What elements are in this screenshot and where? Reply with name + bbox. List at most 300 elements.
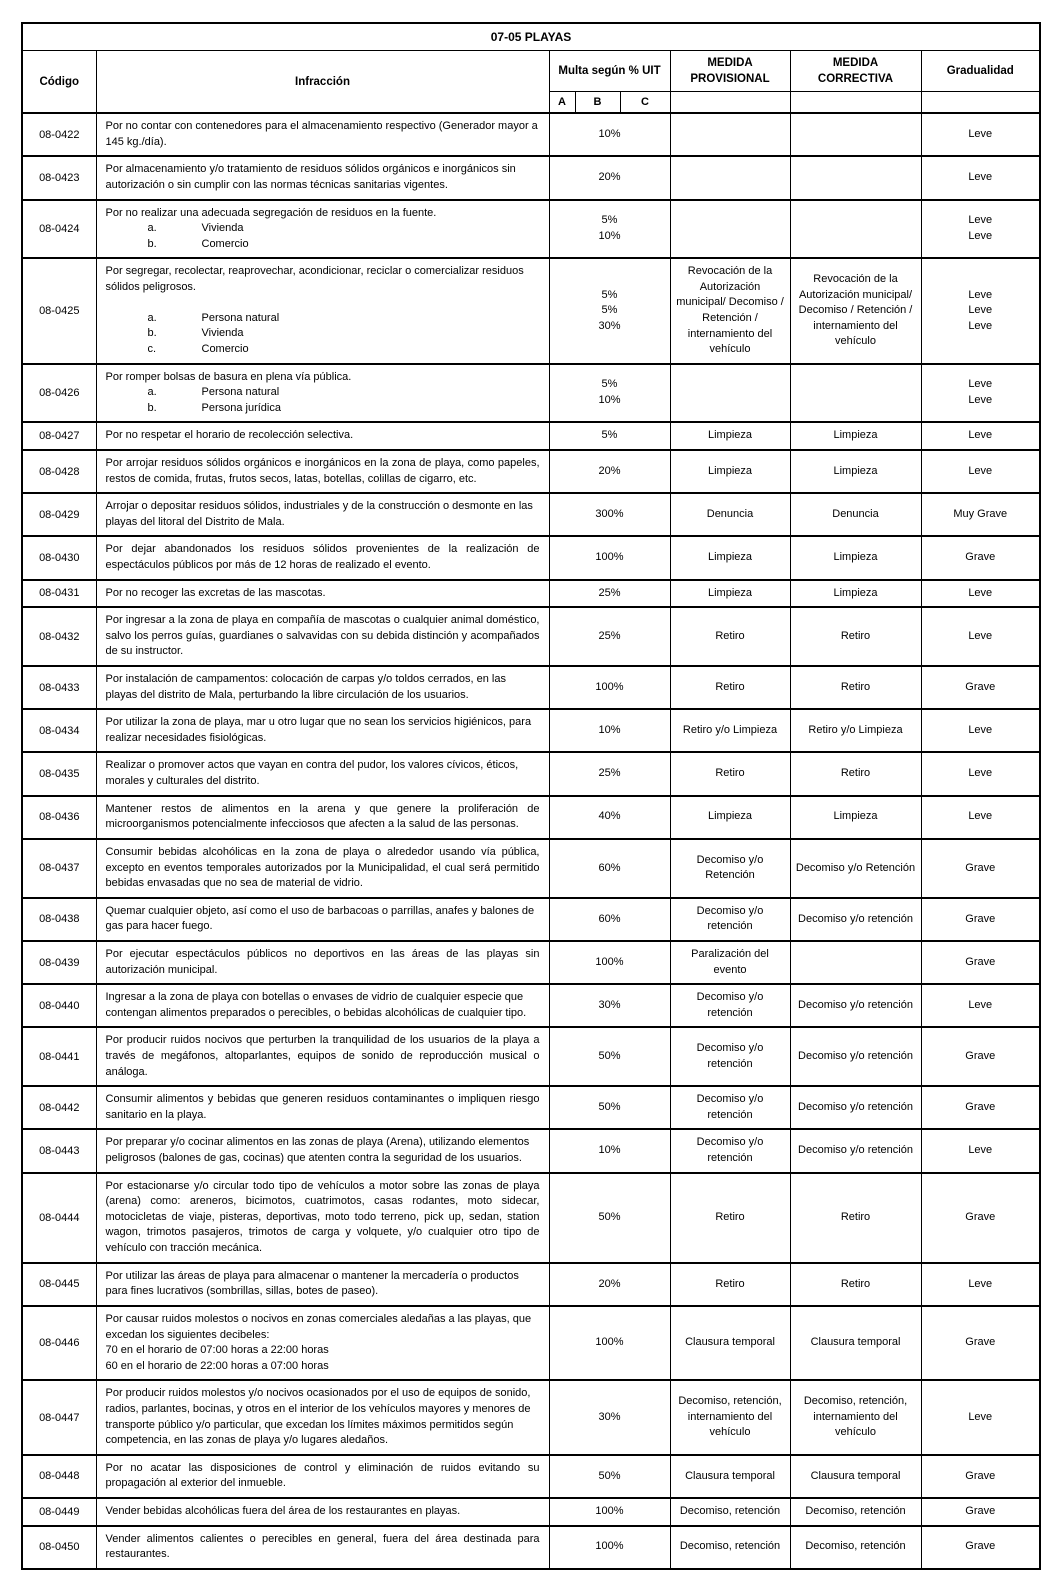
infraction-text: Por no contar con contenedores para el almacenamiento respectivo (Generador mayor a 145 kg./día). [105, 120, 538, 148]
row-medida-correctiva-cell: Revocación de la Autorización municipal/ Decomiso / Retención / internamiento del vehículo [790, 258, 921, 363]
row-multa-cell [549, 1498, 670, 1526]
row-multa-cell [549, 607, 670, 666]
col-header-medida-provisional: MEDIDA PROVISIONAL [670, 51, 790, 92]
multa-value: 100% [595, 551, 624, 564]
row-medida-provisional-cell: Retiro [670, 752, 790, 795]
row-gradualidad-cell [921, 1027, 1040, 1086]
infraction-extra-line: 70 en el horario de 07:00 horas a 22:00 horas [105, 1344, 329, 1357]
row-code-cell: 08-0433 [22, 666, 96, 709]
row-medida-correctiva-cell: Decomiso, retención [790, 1526, 921, 1569]
multa-value: 50% [598, 1210, 621, 1223]
row-code-cell: 08-0423 [22, 156, 96, 199]
infraction-text: Arrojar o depositar residuos sólidos, industriales y de la construcción o desmonte en las playas del litoral del Distrito de Mala. [105, 500, 533, 528]
row-gradualidad-cell [921, 493, 1040, 536]
gradualidad-value: Leve [968, 304, 993, 317]
multa-value: 5% [601, 304, 618, 317]
list-item-letter: b. [147, 327, 157, 340]
infraction-text: Por no acatar las disposiciones de control y eliminación de ruidos evitando su propagación al exterior del inmueble. [105, 1461, 540, 1490]
multa-value: 100% [595, 955, 624, 968]
row-infraction-cell [96, 1129, 549, 1172]
multa-value: 25% [598, 586, 621, 599]
infraction-list-item [106, 401, 540, 417]
row-medida-correctiva-cell: Decomiso y/o retención [790, 1086, 921, 1129]
gradualidad-value: Grave [965, 1540, 996, 1553]
row-multa-cell [549, 113, 670, 156]
gradualidad-value: Grave [965, 1505, 996, 1518]
infraction-text: Por ingresar a la zona de playa en compañía de mascotas o cualquier animal doméstico, salvo los perros guías, guardianes o salvavidas con su debida distinción y acompañados de su instructor. [105, 614, 540, 658]
row-medida-provisional-cell: Decomiso, retención, internamiento del vehículo [670, 1380, 790, 1454]
row-gradualidad-cell [921, 1263, 1040, 1306]
row-multa-cell [549, 1027, 670, 1086]
row-infraction-cell [96, 258, 549, 363]
row-infraction-cell [96, 898, 549, 941]
row-multa-cell [549, 898, 670, 941]
multa-value: 50% [598, 1101, 621, 1114]
row-medida-correctiva-cell: Retiro [790, 752, 921, 795]
infraction-text: Por romper bolsas de basura en plena vía pública. [105, 370, 352, 383]
multa-value: 30% [598, 319, 621, 332]
gradualidad-value: Leve [968, 586, 993, 599]
infraction-text: Por utilizar las áreas de playa para almacenar o mantener la mercadería o productos para fines lucrativos (sombrillas, sillas, botes de paseo). [105, 1269, 519, 1298]
row-medida-provisional-cell: Decomiso y/o retención [670, 898, 790, 941]
infraction-list-item [106, 385, 540, 401]
row-infraction-cell [96, 536, 549, 579]
row-gradualidad-cell [921, 1455, 1040, 1498]
row-infraction-cell [96, 1173, 549, 1263]
row-code-cell: 08-0430 [22, 536, 96, 579]
gradualidad-value: Muy Grave [953, 507, 1008, 520]
row-infraction-cell [96, 200, 549, 259]
infraction-text: Por no respetar el horario de recolección selectiva. [105, 429, 354, 442]
multa-value: 10% [598, 230, 621, 243]
table-row [22, 1306, 1040, 1380]
row-infraction-cell [96, 1380, 549, 1454]
row-code-cell: 08-0427 [22, 422, 96, 450]
infraction-text: Consumir alimentos y bebidas que generen residuos contaminantes o impliquen riesgo sanitario en la playa. [105, 1093, 540, 1121]
row-gradualidad-cell [921, 941, 1040, 984]
table-row [22, 156, 1040, 199]
row-medida-provisional-cell [670, 200, 790, 259]
multa-value: 60% [598, 861, 621, 874]
infraction-text: Por almacenamiento y/o tratamiento de residuos sólidos orgánicos e inorgánicos sin autorización o sin cumplir con las normas técnicas sanitarias vigentes. [105, 163, 516, 192]
gradualidad-value: Leve [968, 998, 993, 1011]
row-gradualidad-cell [921, 364, 1040, 423]
row-multa-cell [549, 1455, 670, 1498]
row-multa-cell [549, 1173, 670, 1263]
row-medida-provisional-cell: Decomiso, retención [670, 1498, 790, 1526]
gradualidad-value: Grave [965, 1050, 996, 1062]
infraction-list-item [106, 237, 540, 253]
row-medida-correctiva-cell: Limpieza [790, 450, 921, 493]
row-code-cell: 08-0425 [22, 258, 96, 363]
list-item-label: Comercio [201, 237, 249, 250]
row-code-cell: 08-0450 [22, 1526, 96, 1569]
gradualidad-value: Leve [968, 810, 993, 823]
row-code-cell: 08-0447 [22, 1380, 96, 1454]
row-medida-correctiva-cell: Limpieza [790, 580, 921, 608]
subheader-empty-correctiva [790, 92, 921, 114]
table-row [22, 839, 1040, 898]
subcol-header-b: B [575, 92, 620, 114]
row-gradualidad-cell [921, 984, 1040, 1027]
infraction-text: Quemar cualquier objeto, así como el uso de barbacoas o parrillas, anafes y balones de gas para hacer fuego. [105, 904, 535, 933]
table-row [22, 898, 1040, 941]
row-gradualidad-cell [921, 898, 1040, 941]
row-medida-provisional-cell [670, 156, 790, 199]
row-medida-provisional-cell [670, 113, 790, 156]
row-medida-provisional-cell: Decomiso y/o retención [670, 1027, 790, 1086]
row-code-cell: 08-0435 [22, 752, 96, 795]
subheader-empty-gradualidad [921, 92, 1040, 114]
row-infraction-cell [96, 607, 549, 666]
row-medida-provisional-cell: Limpieza [670, 796, 790, 839]
gradualidad-value: Leve [968, 1277, 993, 1290]
row-code-cell: 08-0441 [22, 1027, 96, 1086]
multa-value: 10% [598, 724, 621, 737]
row-multa-cell [549, 984, 670, 1027]
table-row [22, 422, 1040, 450]
row-infraction-cell [96, 1498, 549, 1526]
infraction-text: Por causar ruidos molestos o nocivos en zonas comerciales aledañas a las playas, que excedan los siguientes decibeles: [105, 1312, 532, 1341]
row-infraction-cell [96, 113, 549, 156]
row-medida-correctiva-cell [790, 200, 921, 259]
row-medida-correctiva-cell: Clausura temporal [790, 1306, 921, 1380]
row-medida-correctiva-cell: Limpieza [790, 536, 921, 579]
multa-value: 5% [601, 429, 618, 442]
multa-value: 40% [598, 810, 621, 823]
table-row [22, 258, 1040, 363]
row-multa-cell [549, 422, 670, 450]
row-gradualidad-cell [921, 709, 1040, 752]
row-multa-cell [549, 1380, 670, 1454]
row-gradualidad-cell [921, 839, 1040, 898]
row-multa-cell [549, 536, 670, 579]
row-code-cell: 08-0432 [22, 607, 96, 666]
multa-value: 20% [598, 171, 621, 184]
infraction-text: Vender alimentos calientes o perecibles en general, fuera del área destinada para restaurantes. [105, 1532, 540, 1561]
table-row [22, 1263, 1040, 1306]
infraction-list-item [106, 221, 540, 237]
gradualidad-value: Grave [965, 912, 996, 925]
multa-value: 300% [595, 507, 624, 520]
row-infraction-cell [96, 941, 549, 984]
gradualidad-value: Grave [965, 1210, 996, 1223]
gradualidad-value: Leve [968, 288, 993, 301]
row-medida-correctiva-cell: Decomiso y/o retención [790, 984, 921, 1027]
row-medida-provisional-cell: Retiro [670, 1173, 790, 1263]
gradualidad-value: Grave [965, 1101, 996, 1114]
infraction-text: Mantener restos de alimentos en la arena y que genere la proliferación de microorganismos potencialmente infecciosos que afecten a la salud de las personas. [105, 802, 540, 831]
row-medida-provisional-cell: Denuncia [670, 493, 790, 536]
row-gradualidad-cell [921, 1086, 1040, 1129]
row-medida-provisional-cell: Limpieza [670, 536, 790, 579]
row-gradualidad-cell [921, 1380, 1040, 1454]
infraction-text: Ingresar a la zona de playa con botellas o envases de vidrio de cualquier especie que contengan alimentos preparados o perecibles, o bebidas alcohólicas de cualquier tipo. [105, 991, 527, 1019]
row-code-cell: 08-0443 [22, 1129, 96, 1172]
col-header-multa: Multa según % UIT [549, 51, 670, 92]
table-row [22, 1173, 1040, 1263]
table-row [22, 450, 1040, 493]
row-multa-cell [549, 839, 670, 898]
infraction-list-item [106, 311, 540, 327]
row-medida-correctiva-cell: Limpieza [790, 796, 921, 839]
row-infraction-cell [96, 984, 549, 1027]
row-medida-provisional-cell: Retiro [670, 607, 790, 666]
subheader-empty-provisional [670, 92, 790, 114]
infraction-extra-line: 60 en el horario de 22:00 horas a 07:00 horas [105, 1359, 329, 1372]
row-code-cell: 08-0448 [22, 1455, 96, 1498]
row-code-cell: 08-0440 [22, 984, 96, 1027]
row-gradualidad-cell [921, 1498, 1040, 1526]
gradualidad-value: Leve [968, 127, 993, 140]
row-gradualidad-cell [921, 752, 1040, 795]
row-multa-cell [549, 580, 670, 608]
infractions-table [21, 22, 1041, 1570]
row-medida-correctiva-cell: Decomiso y/o retención [790, 1129, 921, 1172]
gradualidad-value: Leve [968, 171, 993, 184]
row-medida-correctiva-cell: Decomiso y/o retención [790, 1027, 921, 1086]
row-infraction-cell [96, 1086, 549, 1129]
multa-value: 5% [601, 378, 618, 391]
row-infraction-cell [96, 156, 549, 199]
row-medida-provisional-cell: Retiro y/o Limpieza [670, 709, 790, 752]
table-row [22, 113, 1040, 156]
row-gradualidad-cell [921, 450, 1040, 493]
gradualidad-value: Grave [965, 680, 996, 693]
row-medida-provisional-cell: Decomiso y/o retención [670, 984, 790, 1027]
multa-value: 100% [595, 1540, 624, 1553]
row-infraction-cell [96, 1455, 549, 1498]
table-row [22, 364, 1040, 423]
row-code-cell: 08-0428 [22, 450, 96, 493]
table-row [22, 1129, 1040, 1172]
multa-value: 60% [598, 912, 621, 925]
gradualidad-value: Grave [965, 1336, 996, 1349]
list-item-letter: c. [147, 342, 157, 355]
table-row [22, 709, 1040, 752]
row-multa-cell [549, 450, 670, 493]
gradualidad-value: Grave [965, 1469, 996, 1482]
row-code-cell: 08-0442 [22, 1086, 96, 1129]
row-gradualidad-cell [921, 1129, 1040, 1172]
row-code-cell: 08-0424 [22, 200, 96, 259]
row-medida-provisional-cell: Clausura temporal [670, 1455, 790, 1498]
infraction-text: Por producir ruidos molestos y/o nocivos ocasionados por el uso de equipos de sonido, radios, parlantes, bocinas, y otros en el interior de los vehículos mayores y menores de transporte público y/o particular, que excedan los límites máximos permitidos según competencia, en las zonas de playa y/o lugares aledaños. [105, 1387, 531, 1447]
row-medida-correctiva-cell: Retiro [790, 666, 921, 709]
infraction-text: Por no realizar una adecuada segregación de residuos en la fuente. [105, 206, 437, 219]
row-medida-correctiva-cell: Clausura temporal [790, 1455, 921, 1498]
row-infraction-cell [96, 709, 549, 752]
infraction-text: Por no recoger las excretas de las mascotas. [105, 586, 326, 599]
infraction-text: Por preparar y/o cocinar alimentos en las zonas de playa (Arena), utilizando elementos peligrosos (balones de gas, cocinas) que atenten contra la seguridad de los usuarios. [105, 1136, 530, 1165]
row-code-cell: 08-0426 [22, 364, 96, 423]
row-multa-cell [549, 1086, 670, 1129]
row-multa-cell [549, 666, 670, 709]
gradualidad-value: Leve [968, 1144, 993, 1157]
row-gradualidad-cell [921, 536, 1040, 579]
table-row [22, 536, 1040, 579]
multa-value: 20% [598, 464, 621, 477]
row-medida-provisional-cell: Limpieza [670, 422, 790, 450]
row-medida-provisional-cell: Decomiso y/o Retención [670, 839, 790, 898]
row-multa-cell [549, 1129, 670, 1172]
row-infraction-cell [96, 422, 549, 450]
gradualidad-value: Leve [968, 393, 993, 406]
table-row [22, 941, 1040, 984]
table-header-row [22, 51, 1040, 92]
row-gradualidad-cell [921, 607, 1040, 666]
row-infraction-cell [96, 364, 549, 423]
row-code-cell: 08-0422 [22, 113, 96, 156]
infraction-text: Consumir bebidas alcohólicas en la zona de playa o alrededor usando vía pública, excepto en eventos temporales autorizados por la Municipalidad, el cual será permitido bebidas envasadas que no sea de material de vidrio. [105, 845, 540, 890]
row-multa-cell [549, 493, 670, 536]
infraction-text: Vender bebidas alcohólicas fuera del área de los restaurantes en playas. [105, 1505, 461, 1518]
row-infraction-cell [96, 493, 549, 536]
multa-value: 50% [598, 1050, 621, 1062]
row-multa-cell [549, 796, 670, 839]
row-infraction-cell [96, 839, 549, 898]
multa-value: 10% [598, 127, 621, 140]
table-row [22, 607, 1040, 666]
gradualidad-value: Grave [965, 551, 996, 564]
infraction-list-item [106, 326, 540, 342]
multa-value: 100% [595, 680, 624, 693]
table-row [22, 984, 1040, 1027]
table-row [22, 580, 1040, 608]
infraction-list-item [106, 342, 540, 358]
multa-value: 30% [598, 998, 621, 1011]
list-item-letter: a. [147, 386, 157, 399]
gradualidad-value: Leve [968, 1410, 993, 1423]
row-medida-provisional-cell: Limpieza [670, 580, 790, 608]
row-medida-correctiva-cell: Decomiso, retención, internamiento del vehículo [790, 1380, 921, 1454]
row-multa-cell [549, 709, 670, 752]
list-item-label: Vivienda [201, 327, 244, 340]
list-item-label: Persona natural [201, 386, 280, 399]
infraction-text: Por ejecutar espectáculos públicos no deportivos en las áreas de las playas sin autorización municipal. [105, 947, 540, 976]
row-gradualidad-cell [921, 1306, 1040, 1380]
row-infraction-cell [96, 580, 549, 608]
gradualidad-value: Grave [965, 955, 996, 968]
row-infraction-cell [96, 1306, 549, 1380]
infraction-text: Por producir ruidos nocivos que perturben la tranquilidad de los usuarios de la playa a través de megáfonos, altoparlantes, equipos de sonido de reproducción musical o análoga. [105, 1034, 540, 1078]
table-row [22, 1086, 1040, 1129]
gradualidad-value: Leve [968, 378, 993, 391]
table-row [22, 1526, 1040, 1569]
row-gradualidad-cell [921, 156, 1040, 199]
row-infraction-cell [96, 1526, 549, 1569]
row-medida-provisional-cell: Retiro [670, 1263, 790, 1306]
row-multa-cell [549, 258, 670, 363]
table-row [22, 1498, 1040, 1526]
row-gradualidad-cell [921, 1526, 1040, 1569]
list-item-label: Comercio [201, 342, 249, 355]
subcol-header-c: C [620, 92, 670, 114]
table-title-row [22, 23, 1040, 51]
table-row [22, 1380, 1040, 1454]
row-medida-correctiva-cell [790, 941, 921, 984]
row-infraction-cell [96, 450, 549, 493]
list-item-label: Persona jurídica [201, 401, 281, 414]
row-gradualidad-cell [921, 113, 1040, 156]
row-multa-cell [549, 364, 670, 423]
list-item-label: Persona natural [201, 311, 280, 324]
row-infraction-cell [96, 1027, 549, 1086]
list-item-letter: b. [147, 237, 157, 250]
row-code-cell: 08-0429 [22, 493, 96, 536]
row-gradualidad-cell [921, 1173, 1040, 1263]
row-code-cell: 08-0445 [22, 1263, 96, 1306]
row-gradualidad-cell [921, 796, 1040, 839]
list-item-letter: a. [147, 222, 157, 235]
list-item-label: Vivienda [201, 222, 244, 235]
gradualidad-value: Leve [968, 230, 993, 243]
row-multa-cell [549, 1263, 670, 1306]
table-title: 07-05 PLAYAS [22, 23, 1040, 51]
infraction-text: Por utilizar la zona de playa, mar u otro lugar que no sean los servicios higiénicos, para realizar necesidades fisiológicas. [105, 716, 532, 744]
row-medida-provisional-cell: Decomiso, retención [670, 1526, 790, 1569]
table-row [22, 1455, 1040, 1498]
multa-value: 25% [598, 629, 621, 642]
gradualidad-value: Leve [968, 464, 993, 477]
row-gradualidad-cell [921, 580, 1040, 608]
row-medida-correctiva-cell [790, 113, 921, 156]
table-row [22, 200, 1040, 259]
table-body [22, 113, 1040, 1569]
multa-value: 20% [598, 1277, 621, 1290]
row-gradualidad-cell [921, 422, 1040, 450]
col-header-medida-correctiva: MEDIDA CORRECTIVA [790, 51, 921, 92]
row-medida-correctiva-cell: Retiro [790, 607, 921, 666]
row-code-cell: 08-0434 [22, 709, 96, 752]
row-multa-cell [549, 1526, 670, 1569]
table-row [22, 796, 1040, 839]
row-multa-cell [549, 752, 670, 795]
table-row [22, 1027, 1040, 1086]
col-header-gradualidad: Gradualidad [921, 51, 1040, 92]
infraction-text: Por dejar abandonados los residuos sólidos provenientes de la realización de espectáculos públicos por más de 12 horas de realizado el evento. [105, 543, 540, 571]
gradualidad-value: Leve [968, 214, 993, 227]
row-medida-provisional-cell: Clausura temporal [670, 1306, 790, 1380]
gradualidad-value: Grave [965, 861, 996, 874]
multa-value: 10% [598, 1144, 621, 1157]
row-medida-provisional-cell: Revocación de la Autorización municipal/ Decomiso / Retención / internamiento del vehículo [670, 258, 790, 363]
row-code-cell: 08-0436 [22, 796, 96, 839]
row-gradualidad-cell [921, 200, 1040, 259]
row-infraction-cell [96, 752, 549, 795]
table-row [22, 666, 1040, 709]
row-code-cell: 08-0444 [22, 1173, 96, 1263]
row-multa-cell [549, 156, 670, 199]
row-medida-correctiva-cell: Retiro y/o Limpieza [790, 709, 921, 752]
row-code-cell: 08-0438 [22, 898, 96, 941]
row-code-cell: 08-0439 [22, 941, 96, 984]
row-code-cell: 08-0431 [22, 580, 96, 608]
gradualidad-value: Leve [968, 767, 993, 780]
gradualidad-value: Leve [968, 629, 993, 642]
multa-value: 30% [598, 1410, 621, 1423]
subcol-header-a: A [549, 92, 575, 114]
infraction-text: Por estacionarse y/o circular todo tipo de vehículos a motor sobre las zonas de playa (arena) como: areneros, bicimotos, cuatrimotos, casas rodantes, moto sidecar, motocicletas de viaje, pisteras, deportivas, moto todo terreno, pick up, sedan, station wagon, trimotos pasajeros, trimotos de carga y volquete, y/o cualquier otro tipo de vehículo con tracción mecánica. [105, 1179, 540, 1255]
infraction-text: Por instalación de campamentos: colocación de carpas y/o toldos cerrados, en las playas del distrito de Mala, perturbando la libre circulación de los usuarios. [105, 673, 506, 701]
multa-value: 100% [595, 1505, 624, 1518]
row-multa-cell [549, 941, 670, 984]
infraction-text: Por segregar, recolectar, reaprovechar, acondicionar, reciclar o comercializar residuos sólidos peligrosos. [105, 265, 524, 294]
gradualidad-value: Leve [968, 724, 993, 737]
row-medida-correctiva-cell: Decomiso, retención [790, 1498, 921, 1526]
row-medida-correctiva-cell: Decomiso y/o retención [790, 898, 921, 941]
multa-value: 100% [595, 1336, 624, 1349]
